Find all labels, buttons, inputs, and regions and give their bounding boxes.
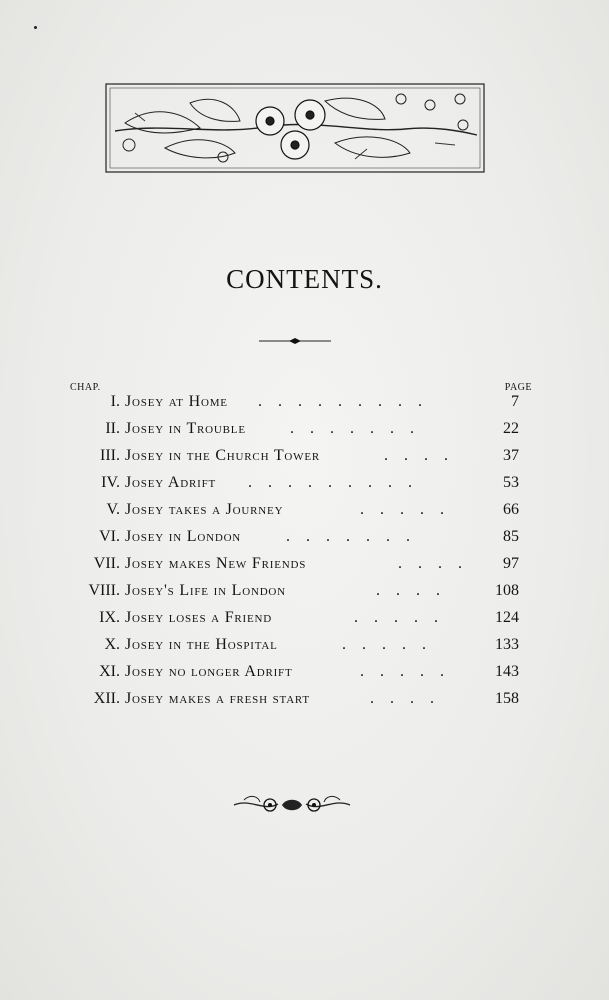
chapter-page: 108	[495, 582, 519, 599]
chapter-number: VI.	[99, 528, 120, 545]
dot-leader: . . . .	[398, 555, 462, 572]
toc-row	[0, 609, 609, 636]
chapter-page: 143	[495, 663, 519, 680]
chapter-title: Josey makes New Friends	[125, 555, 307, 572]
chapter-title: Josey loses a Friend	[125, 609, 273, 626]
toc-row	[0, 501, 609, 528]
chapter-title: Josey takes a Journey	[125, 501, 284, 518]
chapter-title: Josey no longer Adrift	[125, 663, 293, 680]
dot-leader: . . . . . . . . .	[248, 474, 412, 491]
chapter-number: III.	[100, 447, 120, 464]
dot-leader: . . . .	[370, 690, 434, 707]
toc-row	[0, 555, 609, 582]
dot-leader: . . . .	[384, 447, 448, 464]
toc-row	[0, 528, 609, 555]
toc-row	[0, 636, 609, 663]
chapter-title: Josey in the Church Tower	[125, 447, 320, 464]
dot-leader: . . . .	[376, 582, 440, 599]
chapter-number: X.	[104, 636, 120, 653]
chapter-page: 22	[503, 420, 519, 437]
chapter-number: IV.	[101, 474, 120, 491]
toc-row	[0, 582, 609, 609]
chapter-page: 97	[503, 555, 519, 572]
dot-leader: . . . . . . . . .	[258, 393, 422, 410]
dot-leader: . . . . .	[342, 636, 426, 653]
chapter-number: XI.	[99, 663, 120, 680]
chapter-page: 53	[503, 474, 519, 491]
toc-row	[0, 474, 609, 501]
dot-leader: . . . . . . .	[286, 528, 410, 545]
chapter-column-label: CHAP.	[70, 382, 101, 393]
dot-leader: . . . . .	[360, 663, 444, 680]
chapter-number: V.	[106, 501, 120, 518]
chapter-title: Josey makes a fresh start	[125, 690, 310, 707]
chapter-number: XII.	[93, 690, 120, 707]
dot-leader: . . . . . . .	[290, 420, 414, 437]
chapter-page: 158	[495, 690, 519, 707]
chapter-number: IX.	[99, 609, 120, 626]
chapter-number: VII.	[93, 555, 120, 572]
chapter-page: 133	[495, 636, 519, 653]
diamond-rule-icon	[259, 334, 331, 348]
chapter-title: Josey in the Hospital	[125, 636, 278, 653]
contents-title: CONTENTS.	[226, 264, 383, 294]
chapter-number: VIII.	[88, 582, 120, 599]
chapter-page: 66	[503, 501, 519, 518]
chapter-page: 37	[503, 447, 519, 464]
page-column-label: PAGE	[504, 382, 532, 393]
chapter-page: 7	[511, 393, 519, 410]
toc-row	[0, 420, 609, 447]
chapter-number: I.	[110, 393, 120, 410]
chapter-title: Josey Adrift	[125, 474, 217, 491]
toc-row	[0, 663, 609, 690]
chapter-title: Josey's Life in London	[125, 582, 286, 599]
chapter-page: 124	[495, 609, 519, 626]
dot-leader: . . . . .	[360, 501, 444, 518]
toc-row	[0, 393, 609, 420]
chapter-page: 85	[503, 528, 519, 545]
toc-row	[0, 447, 609, 474]
floral-tailpiece-icon	[230, 790, 354, 820]
ink-speck	[34, 26, 37, 29]
toc-row	[0, 690, 609, 717]
chapter-title: Josey in London	[125, 528, 242, 545]
table-of-contents	[0, 393, 609, 717]
chapter-number: II.	[105, 420, 120, 437]
chapter-title: Josey at Home	[125, 393, 228, 410]
chapter-title: Josey in Trouble	[125, 420, 246, 437]
floral-headpiece-icon	[105, 83, 485, 173]
dot-leader: . . . . .	[354, 609, 438, 626]
